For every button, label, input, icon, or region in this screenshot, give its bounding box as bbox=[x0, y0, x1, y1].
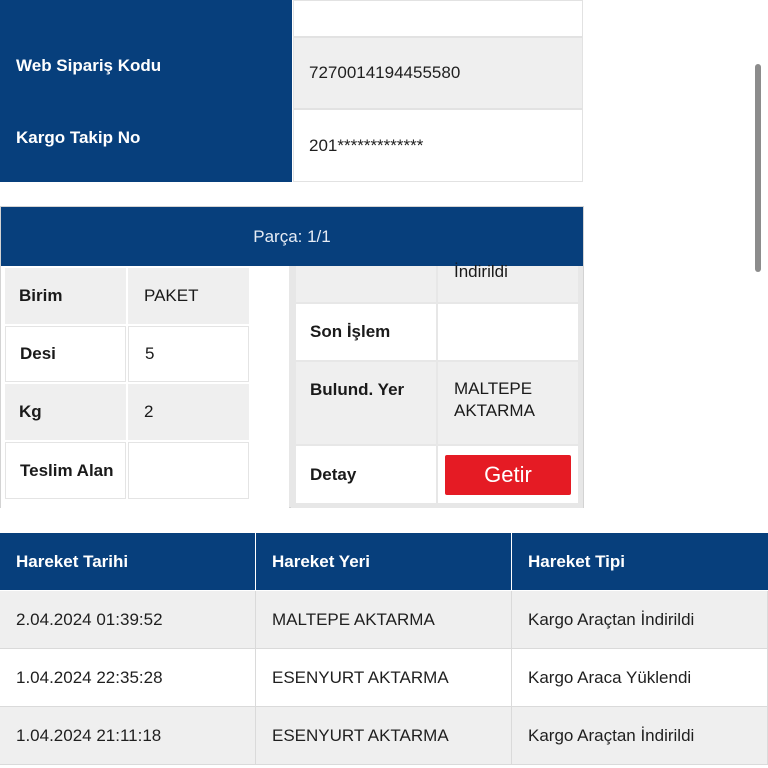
desi-label: Desi bbox=[5, 326, 126, 382]
column-header-type: Hareket Tipi bbox=[512, 533, 768, 590]
column-header-location: Hareket Yeri bbox=[256, 533, 511, 590]
location-label: Bulund. Yer bbox=[296, 362, 436, 444]
web-order-label: Web Sipariş Kodu bbox=[16, 56, 162, 75]
table-cell-location: ESENYURT AKTARMA bbox=[256, 649, 512, 707]
kg-label: Kg bbox=[5, 384, 126, 440]
desi-value: 5 bbox=[128, 326, 249, 382]
receiver-label: Teslim Alan bbox=[5, 442, 126, 499]
info-cell-empty bbox=[293, 0, 583, 37]
web-order-value: 7270014194455580 bbox=[293, 37, 583, 109]
detail-label: Detay bbox=[296, 446, 436, 503]
info-label-panel bbox=[0, 0, 292, 182]
unit-value: PAKET bbox=[128, 268, 249, 324]
table-cell-type: Kargo Araçtan İndirildi bbox=[512, 591, 768, 649]
last-action-value bbox=[438, 304, 578, 360]
table-cell-location: MALTEPE AKTARMA bbox=[256, 591, 512, 649]
table-cell-type: Kargo Araçtan İndirildi bbox=[512, 707, 768, 765]
status-value-text: İndirildi bbox=[454, 262, 508, 281]
status-label-cut bbox=[296, 266, 436, 302]
column-header-date: Hareket Tarihi bbox=[0, 533, 255, 590]
kg-value: 2 bbox=[128, 384, 249, 440]
status-value-cut bbox=[438, 262, 578, 302]
location-value: MALTEPE AKTARMA bbox=[438, 362, 578, 444]
fetch-detail-button[interactable]: Getir bbox=[445, 455, 571, 495]
tracking-value: 201************* bbox=[293, 109, 583, 182]
table-cell-date: 1.04.2024 22:35:28 bbox=[0, 649, 256, 707]
table-cell-date: 2.04.2024 01:39:52 bbox=[0, 591, 256, 649]
unit-label: Birim bbox=[5, 268, 126, 324]
last-action-label: Son İşlem bbox=[296, 304, 436, 360]
vertical-scrollbar[interactable] bbox=[755, 64, 761, 272]
receiver-value bbox=[128, 442, 249, 499]
part-header: Parça: 1/1 bbox=[1, 207, 583, 266]
tracking-label: Kargo Takip No bbox=[16, 128, 141, 147]
table-cell-type: Kargo Araca Yüklendi bbox=[512, 649, 768, 707]
table-cell-date: 1.04.2024 21:11:18 bbox=[0, 707, 256, 765]
table-cell-location: ESENYURT AKTARMA bbox=[256, 707, 512, 765]
